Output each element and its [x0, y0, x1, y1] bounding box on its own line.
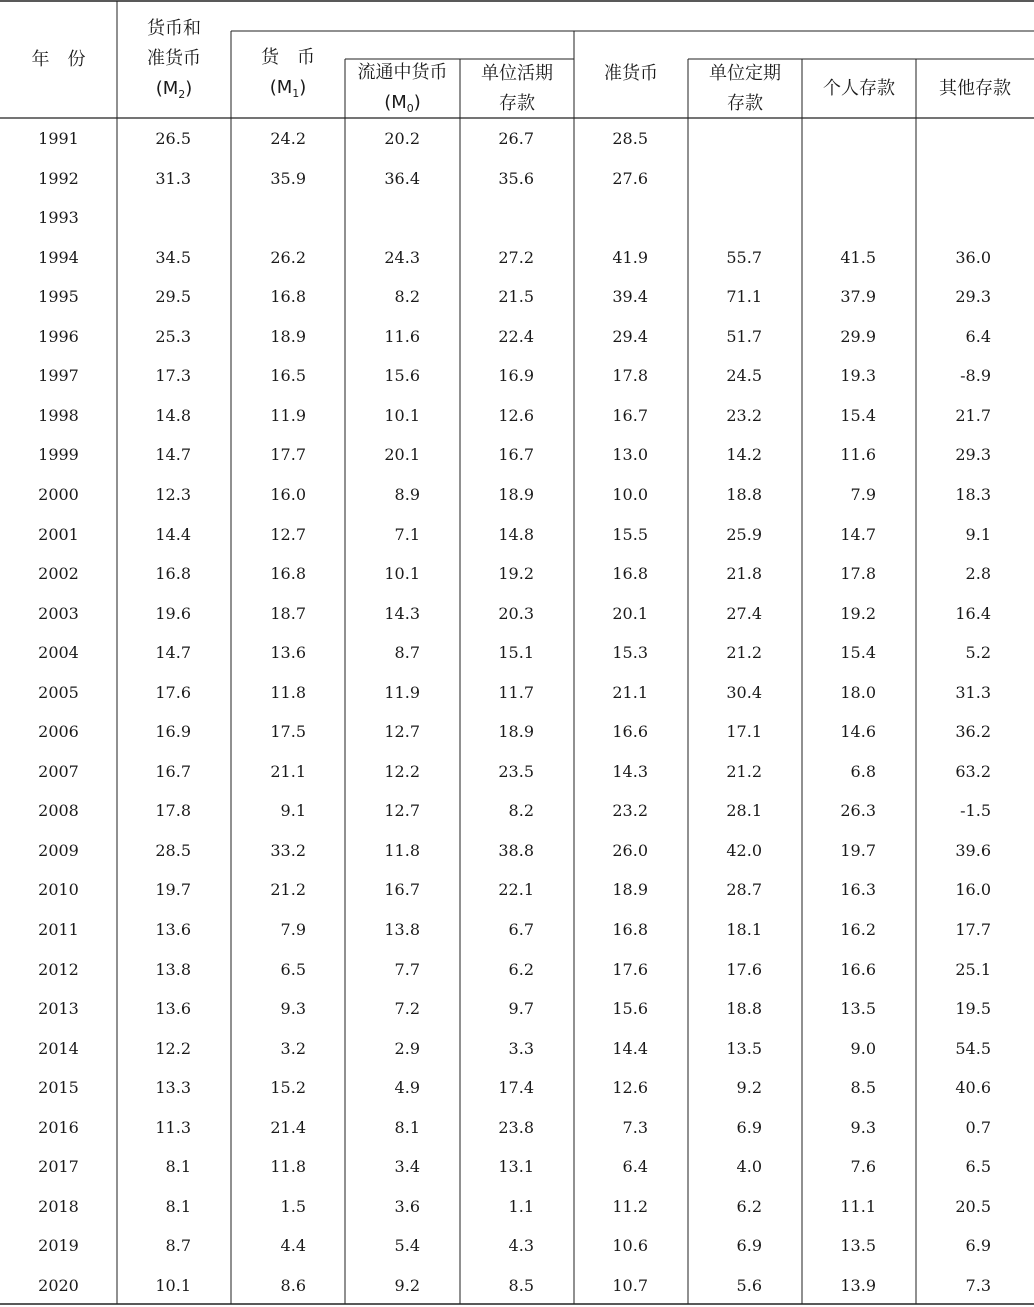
row-value: 18.9: [612, 880, 648, 899]
row-value: 29.3: [955, 445, 991, 464]
row-value: 15.2: [270, 1078, 306, 1097]
row-value: 15.4: [840, 406, 876, 425]
row-value: 8.1: [165, 1197, 191, 1216]
row-value: 17.7: [270, 445, 306, 464]
row-value: 16.6: [840, 960, 876, 979]
row-value: [776, 167, 876, 191]
row-year: 1998: [38, 406, 79, 425]
row-year: 2016: [38, 1118, 79, 1137]
row-year: 1997: [38, 366, 79, 385]
row-value: 18.9: [498, 722, 534, 741]
row-value: 21.2: [726, 643, 762, 662]
row-value: 6.5: [280, 960, 306, 979]
row-value: 12.7: [270, 525, 306, 544]
row-value: 5.4: [394, 1236, 420, 1255]
row-value: 23.5: [498, 762, 534, 781]
row-value: 17.8: [612, 366, 648, 385]
row-value: 17.6: [155, 683, 191, 702]
row-value: 11.2: [612, 1197, 648, 1216]
row-value: 16.7: [155, 762, 191, 781]
row-value: 9.2: [736, 1078, 762, 1097]
row-value: 30.4: [726, 683, 762, 702]
row-value: 10.1: [384, 406, 420, 425]
row-value: 7.3: [965, 1276, 991, 1295]
row-value: 17.8: [840, 564, 876, 583]
row-value: 14.7: [840, 525, 876, 544]
row-value: 17.1: [726, 722, 762, 741]
row-value: 7.9: [850, 485, 876, 504]
row-value: 12.6: [498, 406, 534, 425]
row-year: 2017: [38, 1157, 79, 1176]
row-value: 2.9: [394, 1039, 420, 1058]
row-value: 11.8: [270, 683, 306, 702]
row-value: 9.0: [850, 1039, 876, 1058]
row-value: 20.3: [498, 604, 534, 623]
row-year: 2006: [38, 722, 79, 741]
header-quasi-money: 准货币: [604, 63, 658, 84]
row-value: 27.6: [612, 169, 648, 188]
row-value: 23.8: [498, 1118, 534, 1137]
header-other-deposits: 其他存款: [939, 77, 1011, 99]
row-value: 28.5: [612, 129, 648, 148]
row-value: 34.5: [155, 248, 191, 267]
row-value: 19.2: [498, 564, 534, 583]
header-personal-deposits: 个人存款: [823, 77, 895, 99]
row-value: 12.7: [384, 722, 420, 741]
row-year: 2015: [38, 1078, 79, 1097]
row-year: 2002: [38, 564, 79, 583]
row-value: 17.5: [270, 722, 306, 741]
row-value: 13.3: [155, 1078, 191, 1097]
row-value: [320, 206, 420, 230]
row-value: 3.6: [394, 1197, 420, 1216]
row-value: 16.7: [384, 880, 420, 899]
row-value: [662, 127, 762, 151]
row-value: 3.2: [280, 1039, 306, 1058]
row-value: 63.2: [955, 762, 991, 781]
row-value: 14.3: [384, 604, 420, 623]
row-value: 6.4: [622, 1157, 648, 1176]
row-value: [434, 206, 534, 230]
row-value: 29.5: [155, 287, 191, 306]
row-value: 16.2: [840, 920, 876, 939]
row-value: 21.2: [726, 762, 762, 781]
row-value: 15.6: [384, 366, 420, 385]
row-value: 36.4: [384, 169, 420, 188]
row-value: 16.0: [270, 485, 306, 504]
row-value: [206, 206, 306, 230]
row-value: 25.9: [726, 525, 762, 544]
row-value: 11.9: [384, 683, 420, 702]
row-value: 7.1: [394, 525, 420, 544]
row-value: 9.1: [965, 525, 991, 544]
row-year: 2020: [38, 1276, 79, 1295]
header-time-deposits: 单位定期 存款: [709, 62, 781, 114]
row-value: 25.1: [955, 960, 991, 979]
row-value: 1.5: [280, 1197, 306, 1216]
row-value: 6.5: [965, 1157, 991, 1176]
row-year: 2007: [38, 762, 79, 781]
row-year: 1992: [38, 169, 79, 188]
row-year: 2005: [38, 683, 79, 702]
row-value: -8.9: [960, 366, 991, 385]
row-value: 16.8: [155, 564, 191, 583]
row-value: 27.4: [726, 604, 762, 623]
row-value: 9.7: [508, 999, 534, 1018]
row-year: 1991: [38, 129, 79, 148]
row-value: 6.4: [965, 327, 991, 346]
row-value: 16.8: [270, 564, 306, 583]
row-value: 17.8: [155, 801, 191, 820]
row-year: 1995: [38, 287, 79, 306]
row-value: 18.7: [270, 604, 306, 623]
row-value: 13.9: [840, 1276, 876, 1295]
row-value: 23.2: [726, 406, 762, 425]
row-value: 6.9: [965, 1236, 991, 1255]
row-value: 7.2: [394, 999, 420, 1018]
row-value: 7.9: [280, 920, 306, 939]
row-value: 8.7: [394, 643, 420, 662]
row-value: 37.9: [840, 287, 876, 306]
row-value: 10.1: [384, 564, 420, 583]
row-value: 18.1: [726, 920, 762, 939]
row-value: 51.7: [726, 327, 762, 346]
row-value: 16.8: [612, 564, 648, 583]
row-value: 4.4: [280, 1236, 306, 1255]
row-value: 8.1: [394, 1118, 420, 1137]
row-value: 24.2: [270, 129, 306, 148]
row-value: [891, 127, 991, 151]
row-value: 14.6: [840, 722, 876, 741]
header-m0: 流通中货币 $(M_0)$: [357, 61, 448, 115]
row-year: 2010: [38, 880, 79, 899]
row-value: 16.0: [955, 880, 991, 899]
row-year: 2012: [38, 960, 79, 979]
row-value: 12.2: [155, 1039, 191, 1058]
row-value: 26.0: [612, 841, 648, 860]
row-value: 20.5: [955, 1197, 991, 1216]
row-value: 16.9: [155, 722, 191, 741]
row-value: 29.3: [955, 287, 991, 306]
row-value: 15.5: [612, 525, 648, 544]
row-value: 23.2: [612, 801, 648, 820]
row-value: 42.0: [726, 841, 762, 860]
row-value: 12.3: [155, 485, 191, 504]
row-year: 2009: [38, 841, 79, 860]
row-value: 16.9: [498, 366, 534, 385]
row-value: 31.3: [155, 169, 191, 188]
row-value: 40.6: [955, 1078, 991, 1097]
row-value: 22.1: [498, 880, 534, 899]
row-year: 2003: [38, 604, 79, 623]
row-value: 19.6: [155, 604, 191, 623]
row-value: 16.7: [612, 406, 648, 425]
row-value: 13.8: [384, 920, 420, 939]
row-value: 10.7: [612, 1276, 648, 1295]
row-value: 35.9: [270, 169, 306, 188]
row-value: 6.2: [508, 960, 534, 979]
row-value: 24.3: [384, 248, 420, 267]
row-value: 16.3: [840, 880, 876, 899]
row-value: 10.6: [612, 1236, 648, 1255]
header-m2: 货币和 准货币 $(M_2)$: [147, 18, 201, 101]
row-value: 14.4: [155, 525, 191, 544]
row-value: 26.5: [155, 129, 191, 148]
row-value: 13.0: [612, 445, 648, 464]
row-value: 11.8: [270, 1157, 306, 1176]
row-value: 8.5: [508, 1276, 534, 1295]
row-value: 4.3: [508, 1236, 534, 1255]
row-year: 2004: [38, 643, 79, 662]
header-year: 年 份: [31, 48, 86, 70]
row-value: 3.3: [508, 1039, 534, 1058]
row-value: 33.2: [270, 841, 306, 860]
row-value: 54.5: [955, 1039, 991, 1058]
row-value: 7.7: [394, 960, 420, 979]
row-value: 18.9: [270, 327, 306, 346]
row-value: 0.7: [965, 1118, 991, 1137]
row-value: 21.4: [270, 1118, 306, 1137]
row-value: 39.6: [955, 841, 991, 860]
row-value: 18.8: [726, 485, 762, 504]
row-year: 1993: [38, 208, 79, 227]
row-year: 2000: [38, 485, 79, 504]
row-value: 26.7: [498, 129, 534, 148]
row-value: 29.4: [612, 327, 648, 346]
row-value: 13.5: [840, 999, 876, 1018]
row-value: 13.1: [498, 1157, 534, 1176]
row-value: [548, 206, 648, 230]
row-value: 21.1: [612, 683, 648, 702]
row-value: 6.9: [736, 1118, 762, 1137]
row-value: 17.4: [498, 1078, 534, 1097]
row-value: 18.0: [840, 683, 876, 702]
row-value: 13.5: [726, 1039, 762, 1058]
row-value: 36.2: [955, 722, 991, 741]
row-value: 2.8: [965, 564, 991, 583]
row-value: 14.8: [155, 406, 191, 425]
row-value: 11.6: [840, 445, 876, 464]
row-value: 13.5: [840, 1236, 876, 1255]
row-value: 11.9: [270, 406, 306, 425]
row-value: 4.0: [736, 1157, 762, 1176]
header-demand-deposits: 单位活期 存款: [481, 62, 553, 114]
row-value: 10.1: [155, 1276, 191, 1295]
row-value: 35.6: [498, 169, 534, 188]
row-value: 22.4: [498, 327, 534, 346]
row-value: 28.5: [155, 841, 191, 860]
row-year: 2011: [38, 920, 79, 939]
row-value: 3.4: [394, 1157, 420, 1176]
row-value: 14.7: [155, 445, 191, 464]
row-value: 20.1: [612, 604, 648, 623]
row-value: 6.2: [736, 1197, 762, 1216]
row-value: 19.2: [840, 604, 876, 623]
row-value: 25.3: [155, 327, 191, 346]
row-value: 24.5: [726, 366, 762, 385]
row-value: 10.0: [612, 485, 648, 504]
row-value: [776, 206, 876, 230]
row-value: 19.7: [840, 841, 876, 860]
row-value: 17.6: [612, 960, 648, 979]
row-value: 18.3: [955, 485, 991, 504]
row-year: 1996: [38, 327, 79, 346]
row-value: 21.8: [726, 564, 762, 583]
row-value: 14.3: [612, 762, 648, 781]
row-value: 1.1: [508, 1197, 534, 1216]
row-value: 7.6: [850, 1157, 876, 1176]
row-value: 14.4: [612, 1039, 648, 1058]
row-value: 55.7: [726, 248, 762, 267]
row-value: 16.8: [270, 287, 306, 306]
row-value: 18.9: [498, 485, 534, 504]
row-value: 11.7: [498, 683, 534, 702]
row-year: 2018: [38, 1197, 79, 1216]
row-value: 11.6: [384, 327, 420, 346]
row-value: 13.6: [270, 643, 306, 662]
row-value: 16.8: [612, 920, 648, 939]
row-value: 26.3: [840, 801, 876, 820]
row-value: 21.1: [270, 762, 306, 781]
row-value: 12.2: [384, 762, 420, 781]
row-year: 2019: [38, 1236, 79, 1255]
row-value: 17.7: [955, 920, 991, 939]
row-value: 9.3: [850, 1118, 876, 1137]
row-value: 14.7: [155, 643, 191, 662]
row-value: 36.0: [955, 248, 991, 267]
row-value: 39.4: [612, 287, 648, 306]
row-value: 21.7: [955, 406, 991, 425]
row-value: 16.5: [270, 366, 306, 385]
row-value: 29.9: [840, 327, 876, 346]
row-value: [662, 167, 762, 191]
row-year: 2001: [38, 525, 79, 544]
row-value: 12.7: [384, 801, 420, 820]
row-value: 11.1: [840, 1197, 876, 1216]
row-value: 8.2: [508, 801, 534, 820]
row-value: 7.3: [622, 1118, 648, 1137]
row-value: 15.3: [612, 643, 648, 662]
row-value: 31.3: [955, 683, 991, 702]
row-value: 13.6: [155, 920, 191, 939]
row-value: 12.6: [612, 1078, 648, 1097]
row-value: [91, 206, 191, 230]
row-value: [776, 127, 876, 151]
row-value: 28.7: [726, 880, 762, 899]
row-value: 17.6: [726, 960, 762, 979]
row-value: 5.6: [736, 1276, 762, 1295]
row-value: 19.5: [955, 999, 991, 1018]
row-value: 8.5: [850, 1078, 876, 1097]
row-value: [891, 167, 991, 191]
row-value: 20.2: [384, 129, 420, 148]
row-value: 8.1: [165, 1157, 191, 1176]
row-value: 71.1: [726, 287, 762, 306]
row-year: 2008: [38, 801, 79, 820]
row-value: 15.6: [612, 999, 648, 1018]
row-value: 14.8: [498, 525, 534, 544]
row-value: 16.4: [955, 604, 991, 623]
row-value: 6.7: [508, 920, 534, 939]
row-value: 6.9: [736, 1236, 762, 1255]
row-value: 9.1: [280, 801, 306, 820]
row-value: 8.7: [165, 1236, 191, 1255]
row-value: -1.5: [960, 801, 991, 820]
row-value: [662, 206, 762, 230]
row-value: 11.8: [384, 841, 420, 860]
row-value: 8.6: [280, 1276, 306, 1295]
row-value: 38.8: [498, 841, 534, 860]
row-year: 2013: [38, 999, 79, 1018]
row-value: 27.2: [498, 248, 534, 267]
row-value: 13.6: [155, 999, 191, 1018]
row-value: 26.2: [270, 248, 306, 267]
row-value: 41.9: [612, 248, 648, 267]
row-value: 21.2: [270, 880, 306, 899]
row-value: 5.2: [965, 643, 991, 662]
row-value: 9.3: [280, 999, 306, 1018]
row-value: 19.7: [155, 880, 191, 899]
row-value: 11.3: [155, 1118, 191, 1137]
row-value: 15.1: [498, 643, 534, 662]
row-value: 28.1: [726, 801, 762, 820]
row-value: 17.3: [155, 366, 191, 385]
row-year: 1994: [38, 248, 79, 267]
row-value: 14.2: [726, 445, 762, 464]
row-value: 9.2: [394, 1276, 420, 1295]
row-value: 6.8: [850, 762, 876, 781]
row-year: 2014: [38, 1039, 79, 1058]
row-value: 4.9: [394, 1078, 420, 1097]
row-value: 19.3: [840, 366, 876, 385]
row-value: [891, 206, 991, 230]
row-value: 16.6: [612, 722, 648, 741]
row-value: 41.5: [840, 248, 876, 267]
row-year: 1999: [38, 445, 79, 464]
row-value: 8.2: [394, 287, 420, 306]
header-m1: 货 币 $(M_1)$: [261, 47, 315, 100]
row-value: 21.5: [498, 287, 534, 306]
row-value: 18.8: [726, 999, 762, 1018]
row-value: 8.9: [394, 485, 420, 504]
row-value: 15.4: [840, 643, 876, 662]
row-value: 20.1: [384, 445, 420, 464]
row-value: 16.7: [498, 445, 534, 464]
row-value: 13.8: [155, 960, 191, 979]
